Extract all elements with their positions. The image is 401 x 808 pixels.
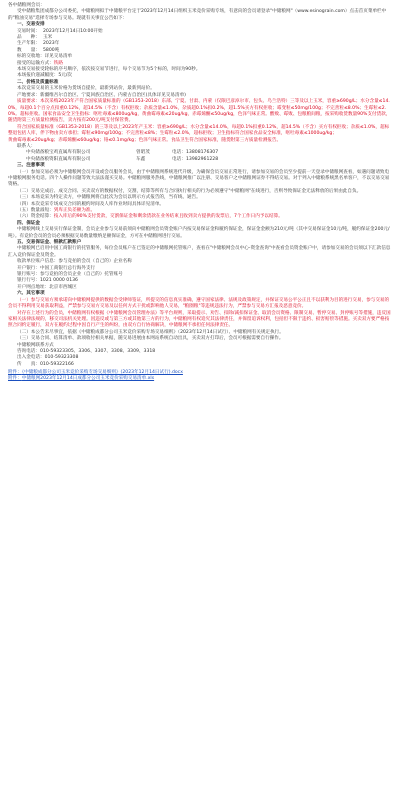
other-3: （三）交易合同、结算清单、款项收付相关单据，随交易进展由本网站系统自动出具，买卖双方打印后，会员可根据需要自行操作。	[17, 336, 284, 342]
bank-row: 银行账号：参与竞拍的会员企业（自己的）托管账号	[17, 272, 123, 278]
section-1-title: 一、交易安排	[17, 22, 45, 28]
quality-alt-standard: 符合国家质量标准（GB1353-2018）的三等及以上2023年产玉米：容重≥690g/L；水分含量≤14.0%，每超0.1%扣重0.12%，超14.5%（不含）买方有权拒收；杂质≤1.0%，超标整退包括人库，伴下物由卖方承担；霉粒≤90mg/100g；不完善粒≤8%；生霉粒≤2.0%，超标拒收；卫生指标符合国家食品安全标准，呕吐毒素≤1000ug/kg；	[8, 124, 390, 137]
schedule-row: 标的交收地：详见交易清单	[17, 54, 73, 60]
schedule-row: 交易时间： 2023年12月14日10:00开始	[17, 28, 103, 34]
phone-row: 出入金电话：010-59323308	[17, 355, 79, 361]
other-1: （一）参与交易方须承诺向中储粮网提供的数据会受律师签证，所提交的信息真实准确，遵守国家法律、法规及政策规定，并保证交易公平公正且不以获利为目的进行交易，参与交易的会员不得利用交易获取利益，严禁参与交易方交易及以任何方式干扰或影响他人交易，"粮圈粮"等违规违法行为，严禁参与交易方汇报及恶意竞价。	[8, 297, 390, 310]
price-note: 本次竞采交易的玉米价格为货场自提价，最新到站价，最新到站价。	[17, 86, 155, 92]
attachment-list-link[interactable]: 附件：中储粮网2023年12月14日成都分公司玉米竞价采购交易清单.xls	[8, 376, 155, 382]
attachment-rules-link[interactable]: 附件：《中储粮成都分公司玉米竞价采购专场交易细则》(2023年12月14日试行).docx	[8, 369, 183, 375]
note-5: （五）数量溢短：到库正负差额为准。	[17, 208, 96, 213]
note-3: （三）本场竞采为特定卖方，中储粮网将自此次为会员以明示方式报告的，当有线、通告。	[17, 195, 201, 201]
schedule-row: 接受的运输方式：铁路	[17, 60, 63, 66]
schedule-row: 生产年限： 2023年	[17, 41, 60, 47]
trade-schedule	[8, 29, 393, 80]
sequence-note: 本场交易接受轮标的序号顺序，依次按交易节进行，每个交易节为5个标的，时间为90秒。	[17, 67, 201, 73]
note-4: （四）本次竞采专场成交合同的履约时间及人库作业时间具体详见清单。	[17, 201, 165, 207]
note-1: （一）参加交易必须为中储粮网会员开设或会员服务会员，由于中储粮网系统进代升级，为确保会员交易正常进行，请参加交易的会员至少提前一天登录中储粮网查看，如遇问题请致电中储粮网服务电话。四个人操作问题等致大法法谨买交易。中储粮网服务热线，中储粮网推广以注册、交易客户之中储粮网证券不得结交易。对于列入中储粮系统黑名单客户，不以交易交易资格。	[8, 169, 390, 188]
note-2: （二）交易完成后、成交合同、买卖双方的数据权付，交割，结算等所有与合同执行相关的行为必须遵守"中储粮网"在线进行，否则导致保证金无法释放的后果由此自负。	[17, 188, 362, 194]
phone-row: 传 真：010-59322166	[17, 361, 74, 367]
section-6-title: 六、其它事项	[17, 291, 45, 297]
bank-row: 开户网点地址：北京市西城区	[17, 284, 77, 290]
deposit-paragraph: 中储粮网线上交易实行保证金制，会员企业参与交易前须向中储粮网会员资金账户内按交易保证金和履约保证金，保证金金额为210元/吨（其中交易保证金10元/吨，履约保证金200元/吨）。有竞价会员的会员必须根据交易数量缴纳足额保证金，方可在中储粮网进行交易。	[8, 227, 390, 239]
contact-label: 联系人：	[17, 143, 36, 149]
intro-paragraph: 受中储粮集团成都分公司委托，中储粮网拟于中储粮平台定于2023年12月14日组织玉米竞价采购专场，有意向的会员请登录"中储粮网"（www.esinograin.com）点击首页菜单栏中的"粮油交易"选择专场参与交易。现就有关事宜公告如下：	[8, 9, 387, 21]
greeting: 各中储粮网会员：	[8, 3, 45, 8]
bid-step-note: 本场报价递减幅度：5元/次	[17, 73, 73, 79]
other-1-cont: 对存在上述行为的会员，中储粮网有权根据《中储粮网会员管理办法》等平台规则，采取提示、劝告、扣除/减扣保证金、取消会员资格、限制交易、暂停交易、封停账号等措施，违反国家相关法律法规的，移交司法机关处理。因违反或与第三方或其他第三方的行为，中储粮网有权追究其法律责任，并保留追诉权利，包括但不限于违约、损害赔偿等措施。买卖双方要严格按照合同约定履行，双方在履约过程中因自行产生的纠纷，由双方自行协商解决，中储粮网不承担任何法律责任。	[8, 310, 391, 329]
section-3-title: 三、注意事项	[17, 163, 45, 169]
section-4-title: 四、保证金	[17, 220, 40, 226]
bank-title: 收款单位账户信息：参与竞拍的会员（自己的）企业名称	[17, 259, 132, 265]
contact-list	[8, 150, 393, 163]
schedule-row: 品 种： 玉米	[17, 35, 53, 41]
origin-requirement: 产地要求：新疆维吾尔自治区、宁夏回族自治区、内蒙古自治区(具体详见交易清单)	[17, 92, 186, 98]
platform-contacts	[8, 349, 393, 368]
custody-paragraph: 中储粮网已启用中国工商银行的托管服务，每位会员账户在已签定的中储粮网托管账户，查看在"中储粮网会员中心-资金查询"中查看会员资金账户中，请参加交易的会员须以下汇款信息汇入竞价保证金及资金。	[8, 246, 391, 258]
section-2-title: 二、价格及质量标准	[17, 79, 59, 85]
bank-info	[8, 266, 393, 292]
contact-sign: 中储粮网联系方式	[17, 342, 54, 348]
quality-alt-standard-cont: 黄曲霉毒素≤20ug/kg；赤霉烯酮≤60ug/kg；铬≤0.1mg/kg；色泽气味正常。食品卫生符合国家标准，随货附第三方质量检测报告。	[8, 137, 282, 143]
bank-row: 银行行号：1021 0000 0136	[17, 278, 78, 284]
bank-row: 开户银行：中国工商银行总行海外支行	[17, 265, 96, 271]
note-6: （六）资金结算：按入库后的90%支付货款，交割保证金和剩余货款在业务结束且收到卖方提供的发票后，7个工作日内予以结算。	[17, 214, 283, 220]
quality-requirement: 质量要求：本次采购2023年产符合国家质量标准的（GB1353-2018）东部、宁夏、甘肃、内蒙（仅限巴彦淖尔市、包头、乌兰浩特）三等及以上玉米，容重≥690g/L；水分含量≤14.0%，每超0.1个百分点扣重0.12%，超14.5%（不含）有权拒收；杂质含量≤1.0%，杂质超0.1%扣0.2%，超1.5%买方有权拒收；霉变粒≤50mg/100g；不完善粒≤8.0%；生霉粒≤2.0%。超标拒收。国家食品安全卫生指标：呕吐毒素≤800ug/kg，黄曲霉毒素≤20ug/kg，赤霉烯酮≤50ug/kg，色泽气味正常。酸败、霉败、包粮粮间粮，按采购收货数量90%支付货款，随货附第三方质量检测报告，卖方按有200元/吨支付保管费。	[8, 99, 391, 124]
contact-row: 中央储备粮资阳直属库有限公司 车鑫 电话：13982961228	[26, 156, 219, 162]
schedule-row: 数 量： 5800吨	[17, 47, 60, 53]
other-2: （二）本公告未尽事宜，依据《中储粮成都分公司玉米竞价采购专场交易细则》（2023年12月14日试行）、中储粮网有关规定执行。	[17, 329, 284, 335]
phone-row: 咨询电话：010-59323305、3306、3307、3308、3309、3318	[17, 348, 156, 354]
contact-row: 中央储备粮宝鸡直属库有限公司 曾昭茂 电话：13808176307	[26, 150, 219, 156]
section-5-title: 五、交易保证金、银款汇款账户	[17, 240, 82, 246]
